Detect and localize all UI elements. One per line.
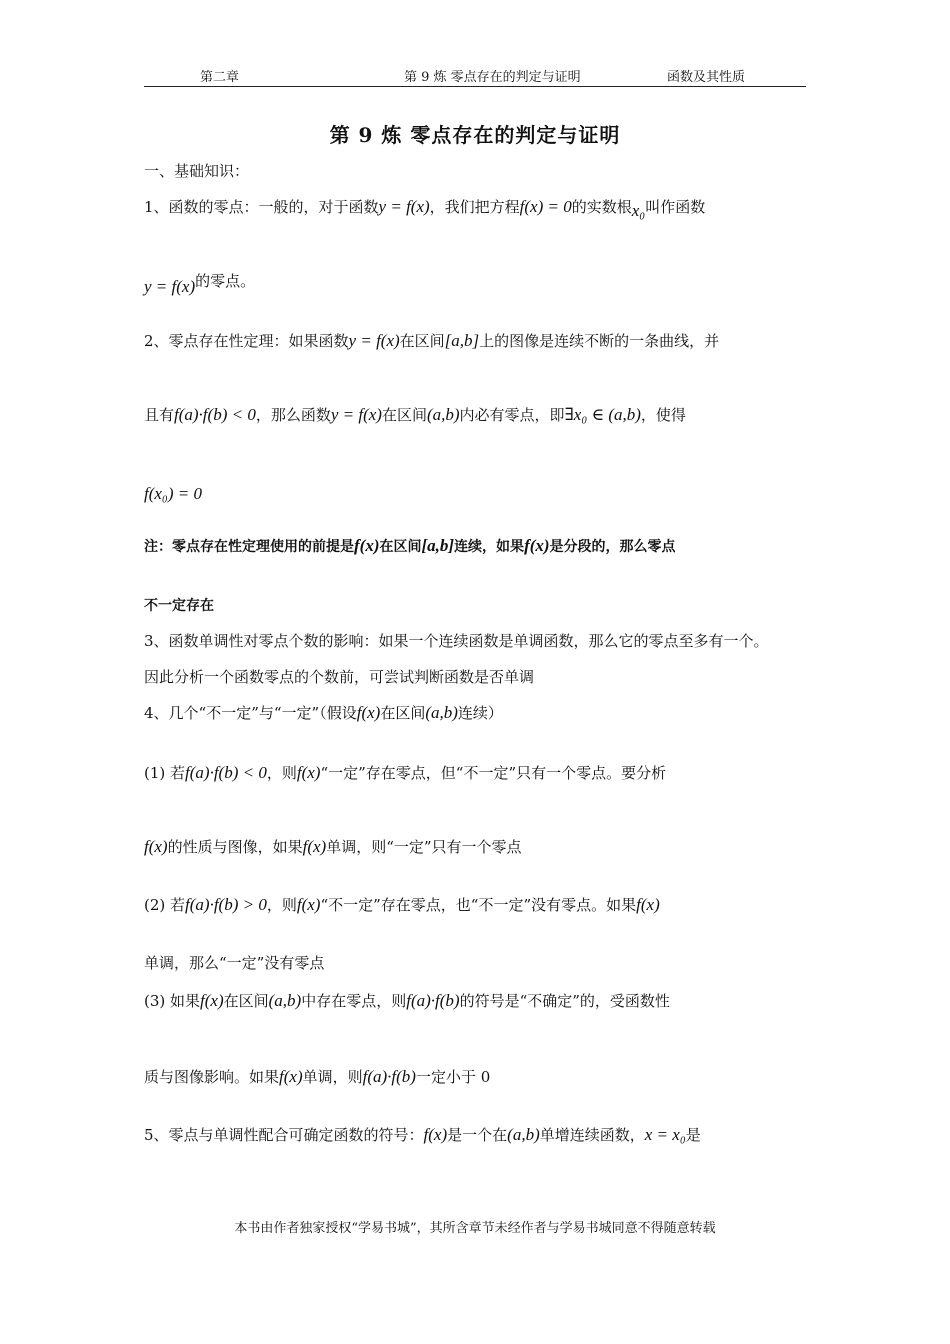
sub-3-line-2 [144, 1066, 490, 1087]
sub-1-line-2 [144, 836, 522, 857]
formula: f(x₀) = 0 [144, 484, 202, 503]
formula: f(a)·f(b) [406, 991, 460, 1010]
formula: [a,b] [421, 536, 455, 555]
text: 中存在零点，则 [301, 992, 407, 1010]
formula: (a,b) [268, 991, 302, 1010]
formula: f(x) [279, 1067, 303, 1086]
item-2-line-1 [144, 330, 719, 351]
formula: f(x) [423, 1125, 448, 1144]
formula: ∃x₀ ∈ (a,b) [564, 405, 641, 424]
section-heading: 一、基础知识： [144, 162, 250, 180]
sub-2-line-2: 单调，那么“一定”没有零点 [144, 954, 325, 972]
text: 的符号是“不确定”的，受函数性 [459, 992, 670, 1010]
item-2-line-3 [144, 484, 202, 504]
text: ，使得 [640, 406, 686, 424]
text: 叫作函数 [645, 198, 706, 216]
note-line-1 [144, 536, 676, 556]
formula: f(x) [296, 895, 321, 914]
sub-2-line-1 [144, 894, 660, 915]
header-section: 第 9 炼 零点存在的判定与证明 [404, 70, 581, 85]
header-chapter: 第二章 [200, 70, 240, 85]
text: 注：零点存在性定理使用的前提是 [144, 539, 354, 555]
text: 5、零点与单调性配合可确定函数的符号： [144, 1126, 424, 1144]
sub-3-line-1 [144, 990, 670, 1011]
text: 是一个在 [447, 1126, 508, 1144]
formula: f(x) [144, 837, 168, 856]
page-title: 第 9 炼 零点存在的判定与证明 [329, 123, 621, 147]
text: 在区间 [379, 539, 422, 555]
text: 连续，如果 [454, 539, 525, 555]
text: 的零点。 [195, 272, 256, 290]
text: 单调，则“一定”只有一个零点 [326, 838, 522, 856]
formula: y = f(x) [144, 277, 196, 296]
text: 在区间 [380, 704, 426, 722]
item-5-line [144, 1124, 701, 1145]
text: 连续） [457, 704, 503, 722]
text: 的性质与图像，如果 [167, 838, 303, 856]
text: ，那么函数 [255, 406, 331, 424]
formula: f(x) [356, 703, 381, 722]
text: 4、几个“不一定”与“一定”（假设 [144, 704, 357, 722]
formula: f(a)·f(b) < 0 [185, 763, 267, 782]
formula: f(x) = 0 [519, 197, 572, 216]
formula: x = x₀ [644, 1125, 686, 1144]
text: ，则 [266, 896, 297, 914]
text: 是 [685, 1126, 701, 1144]
item-3-line-2: 因此分析一个函数零点的个数前，可尝试判断函数是否单调 [144, 668, 535, 686]
item-3-line-1: 3、函数单调性对零点个数的影响：如果一个连续函数是单调函数，那么它的零点至多有一个。 [144, 632, 769, 650]
text: 上的图像是连续不断的一条曲线，并 [479, 332, 720, 350]
formula: f(x) [524, 536, 550, 555]
formula: f(x) [302, 837, 327, 856]
item-1-line-1 [144, 196, 706, 220]
formula: y = f(x) [330, 405, 382, 424]
header-topic: 函数及其性质 [667, 70, 746, 85]
formula: f(x) [636, 895, 660, 914]
text: 2、零点存在性定理：如果函数 [144, 332, 349, 350]
item-4-line [144, 702, 503, 723]
text: ，我们把方程 [429, 198, 520, 216]
text: 单调，则 [302, 1068, 363, 1086]
formula: (a,b) [507, 1125, 540, 1144]
text: ，则 [266, 764, 297, 782]
formula: x₀ [631, 201, 646, 220]
header-rule [144, 86, 806, 87]
formula: f(x) [296, 763, 321, 782]
item-2-line-2 [144, 404, 686, 425]
text: 单增连续函数， [539, 1126, 645, 1144]
formula: f(x) [200, 991, 224, 1010]
formula: (a,b) [426, 405, 460, 424]
text: 且有 [144, 406, 175, 424]
text: “不一定”存在零点，也“不一定”没有零点。如果 [320, 896, 637, 914]
formula: (a,b) [425, 703, 458, 722]
sub-1-line-1 [144, 762, 666, 783]
formula: [a,b] [444, 331, 480, 350]
text: (3) 如果 [144, 992, 201, 1010]
formula: f(a)·f(b) [362, 1067, 416, 1086]
formula: y = f(x) [378, 197, 430, 216]
formula: f(a)·f(b) > 0 [185, 895, 267, 914]
text: 内必有零点，即 [459, 406, 565, 424]
text: 在区间 [223, 992, 269, 1010]
text: 质与图像影响。如果 [144, 1068, 280, 1086]
item-1-line-2 [144, 272, 256, 297]
text: 1、函数的零点：一般的，对于函数 [144, 198, 379, 216]
text: 在区间 [399, 332, 445, 350]
note-line-2: 不一定存在 [144, 598, 214, 614]
text: (1) 若 [144, 764, 186, 782]
text: 的实数根 [571, 198, 632, 216]
formula: y = f(x) [348, 331, 400, 350]
footer-copyright: 本书由作者独家授权“学易书城”，其所含章节未经作者与学易书城同意不得随意转载 [234, 1221, 716, 1236]
formula: f(x) [354, 536, 380, 555]
text: 在区间 [381, 406, 427, 424]
text: 是分段的，那么零点 [549, 539, 676, 555]
text: “一定”存在零点，但“不一定”只有一个零点。要分析 [320, 764, 667, 782]
formula: f(a)·f(b) < 0 [174, 405, 256, 424]
text: (2) 若 [144, 896, 186, 914]
text: 一定小于 0 [415, 1068, 491, 1086]
